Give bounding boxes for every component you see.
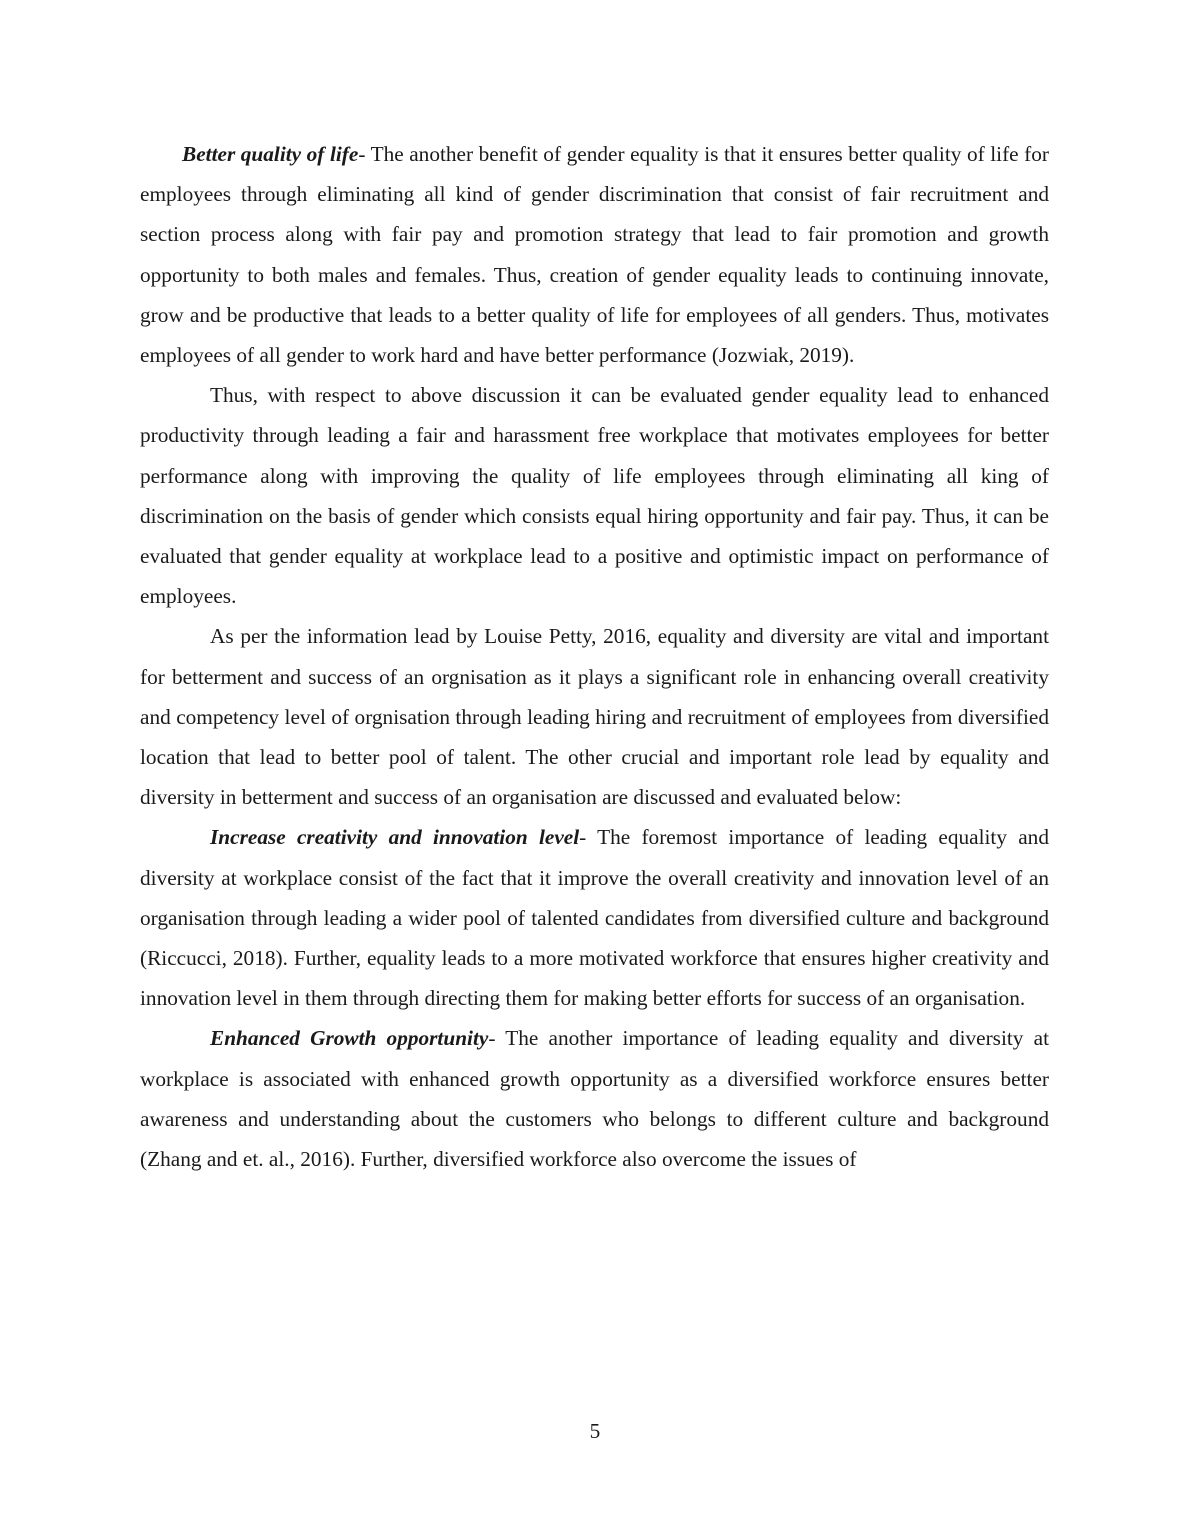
paragraph-discussion-summary xyxy=(140,375,1049,616)
paragraph-text: - The another benefit of gender equality is that it ensures better quality of life for employees through eliminating all kind of gender discrimination that consist of fair recruitment and section process along with fair pay and promotion strategy that lead to fair promotion and growth opportunity to both males and females. Thus, creation of gender equality leads to continuing innovate, grow and be productive that leads to a better quality of life for employees of all genders. Thus, motivates employees of all gender to work hard and have better performance (Jozwiak, 2019). xyxy=(140,142,1049,368)
paragraph-louise-petty xyxy=(140,616,1049,817)
paragraph-better-quality-of-life xyxy=(140,134,1049,375)
paragraph-creativity-innovation xyxy=(140,817,1049,1018)
term-better-quality-of-life: Better quality of life xyxy=(182,142,359,166)
paragraph-growth-opportunity xyxy=(140,1018,1049,1179)
paragraph-text: - The foremost importance of leading equality and diversity at workplace consist of the fact that it improve the overall creativity and innovation level of an organisation through leading a wider pool of talented candidates from diversified culture and background (Riccucci, 2018). Further, equality leads to a more motivated workforce that ensures higher creativity and innovation level in them through directing them for making better efforts for success of an organisation. xyxy=(140,825,1049,1011)
term-growth-opportunity: Enhanced Growth opportunity xyxy=(210,1026,489,1051)
document-body xyxy=(140,134,1049,1179)
paragraph-text: - The another importance of leading equality and diversity at workplace is associated with enhanced growth opportunity as a diversified workforce ensures better awareness and understanding about the customers who belongs to different culture and background (Zhang and et. al., 2016). Further, diversified workforce also overcome the issues of xyxy=(140,1026,1049,1172)
paragraph-text: Thus, with respect to above discussion it can be evaluated gender equality lead to enhanced productivity through leading a fair and harassment free workplace that motivates employees for better performance along with improving the quality of life employees through eliminating all king of discrimination on the basis of gender which consists equal hiring opportunity and fair pay. Thus, it can be evaluated that gender equality at workplace lead to a positive and optimistic impact on performance of employees. xyxy=(140,383,1049,609)
paragraph-text: As per the information lead by Louise Petty, 2016, equality and diversity are vital and important for betterment and success of an orgnisation as it plays a significant role in enhancing overall creativity and competency level of orgnisation through leading hiring and recruitment of employees from diversified location that lead to better pool of talent. The other crucial and important role lead by equality and diversity in betterment and success of an organisation are discussed and evaluated below: xyxy=(140,624,1049,810)
term-creativity-innovation: Increase creativity and innovation level xyxy=(210,825,580,850)
page-number: 5 xyxy=(589,1419,601,1443)
